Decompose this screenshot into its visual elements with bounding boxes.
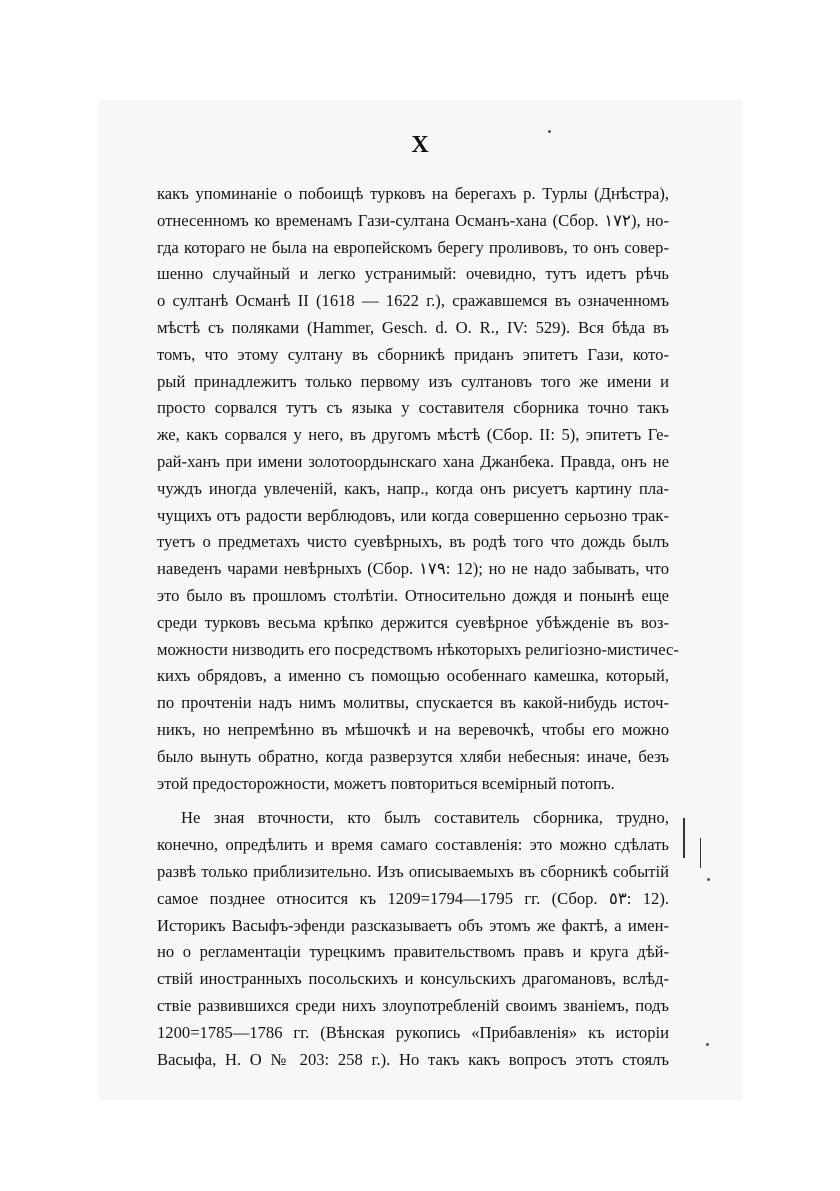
scan-speck <box>706 1043 709 1046</box>
text-line: рый принадлежитъ только первому изъ султановъ того же имени и <box>157 371 669 391</box>
text-line: никъ, но непремѣнно въ мѣшочкѣ и на веревочкѣ, чтобы его можно <box>157 719 669 739</box>
text-line: ствіе развившихся среди нихъ злоупотребленій своимъ званіемъ, подъ <box>157 995 669 1015</box>
text-line: томъ, что этому султану въ сборникѣ приданъ эпитетъ Гази, кото- <box>157 344 669 364</box>
text-line: развѣ только приблизительно. Изъ описываемыхъ въ сборникѣ событій <box>157 861 669 881</box>
scan-speck <box>548 130 551 133</box>
text-line: мѣстѣ съ поляками (Hammer, Gesch. d. O. R., IV: 529). Вся бѣда въ <box>157 317 669 337</box>
text-line: Васыфа, H. O № 203: 258 г.). Но такъ какъ вопросъ этотъ стоялъ <box>157 1049 669 1069</box>
text-line: чущихъ отъ радости верблюдовъ, или когда совершенно серьозно трак- <box>157 505 669 525</box>
body-text <box>157 181 679 1073</box>
text-line: просто сорвался тутъ съ языка у составителя сборника точно такъ <box>157 398 669 418</box>
text-line: самое позднее относится къ 1209=1794—1795 гг. (Сбор. ٥٣: 12). <box>157 888 670 908</box>
text-line: это было въ прошломъ столѣтіи. Относительно дождя и понынѣ еще <box>157 585 669 605</box>
text-line: чуждъ иногда увлеченій, какъ, напр., когда онъ рисуетъ картину пла- <box>157 478 669 498</box>
text-line: о султанѣ Османѣ II (1618 — 1622 г.), сражавшемся въ означенномъ <box>157 291 669 311</box>
text-line: по прочтеніи надъ нимъ молитвы, спускается въ какой-нибудь источ- <box>157 693 669 713</box>
text-line: шенно случайный и легко устранимый: очевидно, тутъ идетъ рѣчь <box>157 264 669 284</box>
text-line: рай-ханъ при имени золотоордынскаго хана Джанбека. Правда, онъ не <box>157 451 669 471</box>
text-line: но о регламентаціи турецкимъ правительствомъ правъ и круга дѣй- <box>157 942 669 962</box>
text-line: наведенъ чарами невѣрныхъ (Сбор. ۱۷۹: 12); но не надо забывать, что <box>157 559 669 579</box>
text-line: какъ упоминаніе о побоищѣ турковъ на берегахъ р. Турлы (Днѣстра), <box>157 184 669 203</box>
text-line: гда котораго не была на европейскомъ берегу проливовъ, то онъ совер- <box>157 237 669 257</box>
text-line: отнесенномъ ко временамъ Гази-султана Османъ-хана (Сбор. ۱۷۲), но- <box>157 210 669 230</box>
margin-mark <box>683 818 685 858</box>
text-line: Не зная вточности, кто былъ составитель сборника, трудно, <box>181 808 669 828</box>
page-number: X <box>411 132 429 158</box>
text-line: 1200=1785—1786 гг. (Вѣнская рукопись «Прибавленія» къ исторіи <box>157 1022 669 1042</box>
text-line: кихъ обрядовъ, а именно съ помощью особеннаго камешка, который, <box>157 666 669 686</box>
text-line: среди турковъ весьма крѣпко держится суевѣрное убѣжденіе въ воз- <box>157 612 669 632</box>
margin-mark <box>700 838 701 868</box>
text-line: конечно, опредѣлить и время самаго составленія: это можно сдѣлать <box>157 835 669 855</box>
scan-speck <box>707 878 710 881</box>
text-line: можности низводить его посредствомъ нѣкоторыхъ религіозно-мистичес- <box>157 639 679 659</box>
text-line: туетъ о предметахъ чисто суевѣрныхъ, въ родѣ того что дождь былъ <box>157 532 669 552</box>
text-line: было вынуть обратно, когда разверзутся хляби небесныя: иначе, безъ <box>157 746 669 766</box>
text-line: ствій иностранныхъ посольскихъ и консульскихъ драгомановъ, вслѣд- <box>157 969 669 989</box>
text-line: этой предосторожности, можетъ повториться всемірный потопъ. <box>157 773 615 793</box>
text-line: же, какъ сорвался у него, въ другомъ мѣстѣ (Сбор. II: 5), эпитетъ Ге- <box>157 425 669 445</box>
text-line: Историкъ Васыфъ-эфенди разсказываетъ объ этомъ же фактѣ, а имен- <box>157 915 669 935</box>
